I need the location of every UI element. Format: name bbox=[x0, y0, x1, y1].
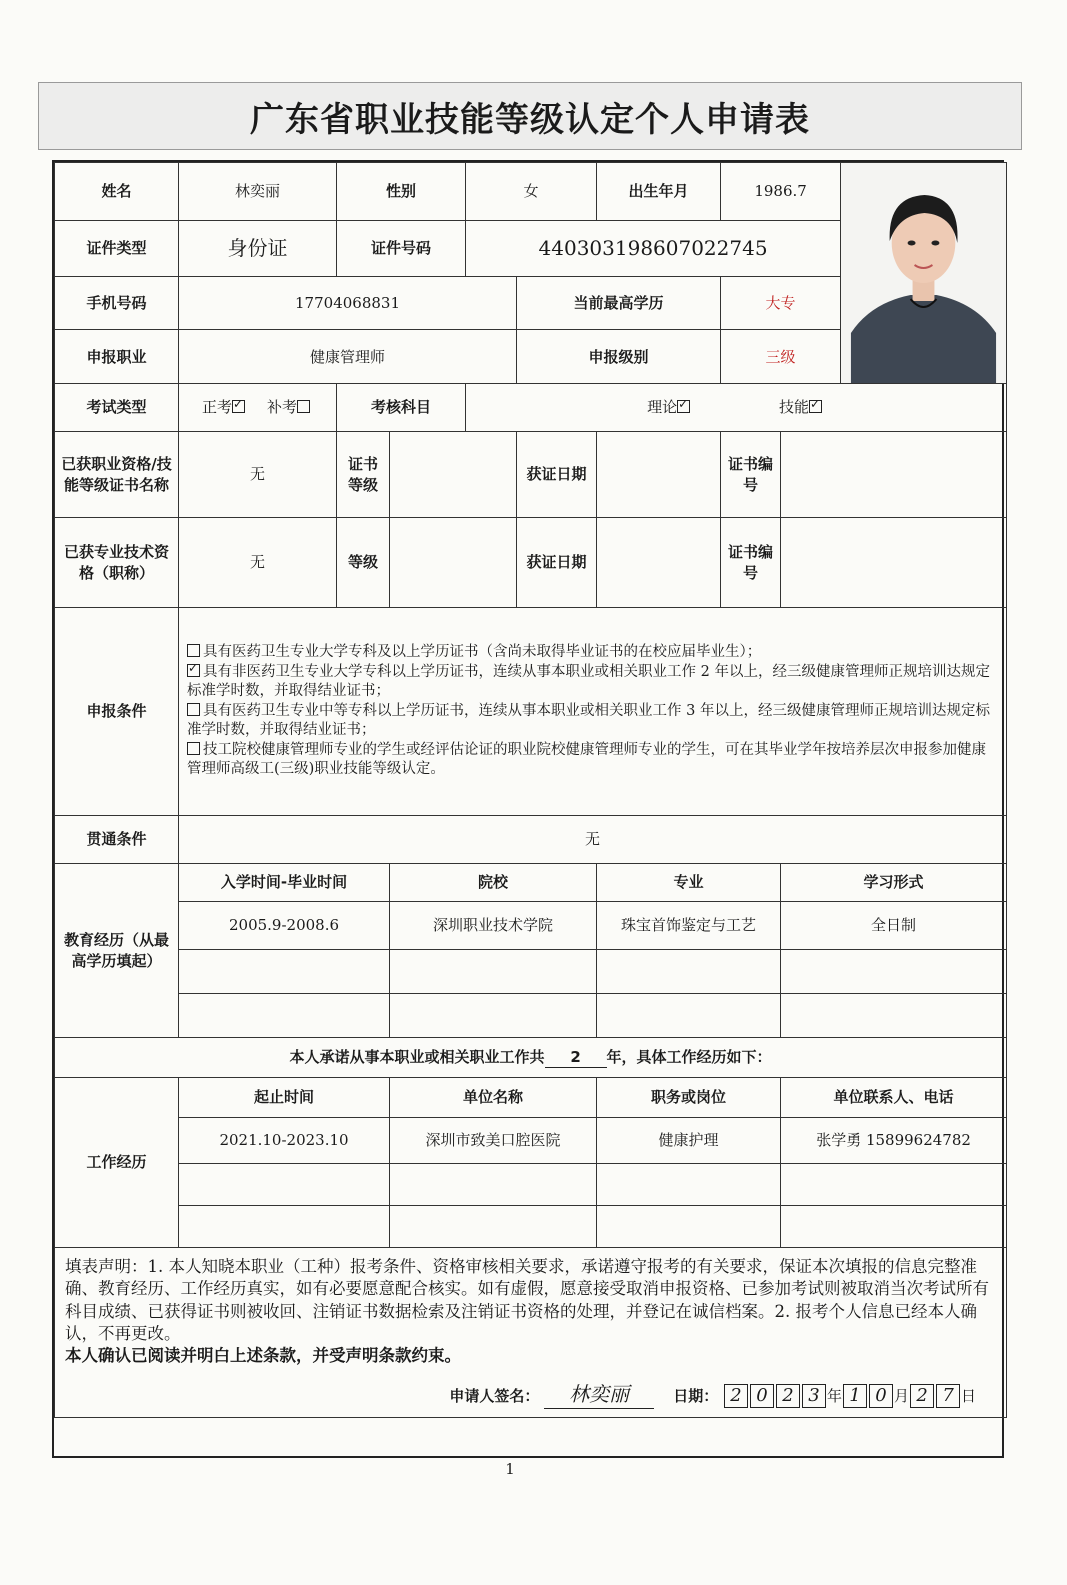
applicant-signature: 林奕丽 bbox=[544, 1381, 654, 1409]
condition-4-text: 技工院校健康管理师专业的学生或经评估论证的职业院校健康管理师专业的学生，可在其毕业学年按培养层次申报参加健康管理师高级工(三级)职业技能等级认定。 bbox=[187, 741, 986, 778]
condition-item bbox=[187, 663, 998, 702]
skill-label: 技能 bbox=[778, 398, 809, 417]
through-label: 贯通条件 bbox=[55, 816, 179, 864]
cert-no-label: 证书编号 bbox=[721, 432, 781, 518]
application-form bbox=[52, 160, 1004, 1458]
condition-3-checkbox[interactable] bbox=[187, 703, 200, 716]
table-row bbox=[55, 1206, 1007, 1248]
title-bar bbox=[38, 82, 1022, 150]
skill-checkbox[interactable] bbox=[809, 400, 822, 413]
work-commit-suffix: 年，具体工作经历如下： bbox=[606, 1047, 772, 1066]
id-type-label: 证件类型 bbox=[55, 220, 179, 276]
form-table bbox=[54, 162, 1007, 1418]
edu-school bbox=[390, 950, 597, 994]
theory-label: 理论 bbox=[647, 398, 678, 417]
work-header-position: 职务或岗位 bbox=[597, 1078, 781, 1118]
work-header-contact: 单位联系人、电话 bbox=[781, 1078, 1007, 1118]
condition-1-checkbox[interactable] bbox=[187, 644, 200, 657]
work-history-label: 工作经历 bbox=[55, 1078, 179, 1248]
edu-header-major: 专业 bbox=[597, 864, 781, 902]
cert-level-label: 证书等级 bbox=[337, 432, 390, 518]
edu-period: 2005.9-2008.6 bbox=[179, 902, 390, 950]
pro-title-label: 已获专业技术资格（职称） bbox=[55, 518, 179, 608]
condition-2-checkbox[interactable] bbox=[187, 664, 200, 677]
grade-value bbox=[390, 518, 517, 608]
retake-exam-checkbox[interactable] bbox=[297, 400, 310, 413]
edu-school bbox=[390, 994, 597, 1038]
day-unit: 日 bbox=[961, 1387, 977, 1406]
date-digit: 2 bbox=[724, 1384, 748, 1408]
photo-cell bbox=[841, 163, 1007, 384]
applicant-photo bbox=[841, 163, 1006, 383]
conditions-list bbox=[179, 608, 1007, 816]
work-contact bbox=[781, 1164, 1007, 1206]
table-row bbox=[55, 994, 1007, 1038]
condition-2-text: 具有非医药卫生专业大学专科以上学历证书，连续从事本职业或相关职业工作 2 年以上，经三级健康管理师正规培训达规定标准学时数，并取得结业证书； bbox=[187, 663, 990, 700]
edu-header-school: 院校 bbox=[390, 864, 597, 902]
date-digit: 2 bbox=[910, 1384, 934, 1408]
date-digit: 0 bbox=[750, 1384, 774, 1408]
work-unit bbox=[390, 1164, 597, 1206]
edu-period bbox=[179, 950, 390, 994]
table-row bbox=[55, 1164, 1007, 1206]
subjects-label: 考核科目 bbox=[337, 384, 466, 432]
date-digit: 0 bbox=[869, 1384, 893, 1408]
cert-no2-value bbox=[781, 518, 1007, 608]
work-contact: 张学勇 15899624782 bbox=[781, 1118, 1007, 1164]
education-value: 大专 bbox=[721, 276, 841, 330]
regular-exam-checkbox[interactable] bbox=[232, 400, 245, 413]
year-unit: 年 bbox=[827, 1387, 843, 1406]
edu-header-mode: 学习形式 bbox=[781, 864, 1007, 902]
work-commit-prefix: 本人承诺从事本职业或相关职业工作共 bbox=[289, 1047, 545, 1066]
occupation-value: 健康管理师 bbox=[179, 330, 517, 384]
edu-major bbox=[597, 994, 781, 1038]
name-value: 林奕丽 bbox=[179, 163, 337, 221]
edu-header-period: 入学时间-毕业时间 bbox=[179, 864, 390, 902]
through-value: 无 bbox=[179, 816, 1007, 864]
edu-school: 深圳职业技术学院 bbox=[390, 902, 597, 950]
work-position bbox=[597, 1206, 781, 1248]
id-no-label: 证件号码 bbox=[337, 220, 466, 276]
gender-value: 女 bbox=[466, 163, 597, 221]
conditions-label: 申报条件 bbox=[55, 608, 179, 816]
phone-label: 手机号码 bbox=[55, 276, 179, 330]
date-digit: 3 bbox=[802, 1384, 826, 1408]
date-digit: 7 bbox=[936, 1384, 960, 1408]
form-title: 广东省职业技能等级认定个人申请表 bbox=[250, 99, 810, 140]
table-row bbox=[55, 1118, 1007, 1164]
edu-major bbox=[597, 950, 781, 994]
edu-history-label: 教育经历（从最高学历填起） bbox=[55, 864, 179, 1038]
edu-mode: 全日制 bbox=[781, 902, 1007, 950]
signature-label: 申请人签名： bbox=[449, 1387, 540, 1406]
level-value: 三级 bbox=[721, 330, 841, 384]
cert-no-value bbox=[781, 432, 1007, 518]
table-row bbox=[55, 902, 1007, 950]
phone-value: 17704068831 bbox=[179, 276, 517, 330]
exam-type-label: 考试类型 bbox=[55, 384, 179, 432]
pro-title-value: 无 bbox=[179, 518, 337, 608]
regular-exam-label: 正考 bbox=[201, 398, 232, 417]
date-label: 日期： bbox=[673, 1387, 719, 1406]
work-unit: 深圳市致美口腔医院 bbox=[390, 1118, 597, 1164]
condition-item bbox=[187, 741, 998, 780]
work-period bbox=[179, 1206, 390, 1248]
declaration-text: 填表声明：1. 本人知晓本职业（工种）报考条件、资格审核相关要求，承诺遵守报考的有关要求，保证本次填报的信息完整准确、教育经历、工作经历真实，如有必要愿意配合核实。如有虚假，愿意接受取消申报资格、已参加考试则被取消当次考试所有科目成绩、已获得证书则被收回、注销证书数据检索及注销证书资格的处理，并登记在诚信档案。2. 报考个人信息已经本人确认，不再更改。 bbox=[65, 1257, 989, 1343]
work-position: 健康护理 bbox=[597, 1118, 781, 1164]
condition-item bbox=[187, 643, 998, 663]
month-unit: 月 bbox=[894, 1387, 910, 1406]
subjects-options bbox=[466, 384, 1007, 432]
work-period bbox=[179, 1164, 390, 1206]
page-number: 1 bbox=[505, 1460, 515, 1478]
work-contact bbox=[781, 1206, 1007, 1248]
work-years: 2 bbox=[545, 1047, 607, 1068]
grade-label: 等级 bbox=[337, 518, 390, 608]
edu-major: 珠宝首饰鉴定与工艺 bbox=[597, 902, 781, 950]
theory-checkbox[interactable] bbox=[677, 400, 690, 413]
condition-3-text: 具有医药卫生专业中等专科以上学历证书，连续从事本职业或相关职业工作 3 年以上，经三级健康管理师正规培训达规定标准学时数，并取得结业证书； bbox=[187, 702, 990, 739]
obtain-date2-label: 获证日期 bbox=[517, 518, 597, 608]
date-digit: 2 bbox=[776, 1384, 800, 1408]
work-unit bbox=[390, 1206, 597, 1248]
obtain-date-label: 获证日期 bbox=[517, 432, 597, 518]
confirmation-text: 本人确认已阅读并明白上述条款，并受声明条款约束。 bbox=[65, 1346, 461, 1366]
declaration bbox=[55, 1248, 1007, 1376]
condition-4-checkbox[interactable] bbox=[187, 742, 200, 755]
date-digit: 1 bbox=[843, 1384, 867, 1408]
birth-label: 出生年月 bbox=[597, 163, 721, 221]
signature-row bbox=[55, 1375, 1007, 1417]
exam-type-options bbox=[179, 384, 337, 432]
condition-1-text: 具有医药卫生专业大学专科及以上学历证书（含尚未取得毕业证书的在校应届毕业生）； bbox=[203, 644, 762, 661]
cert-level-value bbox=[390, 432, 517, 518]
work-period: 2021.10-2023.10 bbox=[179, 1118, 390, 1164]
id-no-value: 440303198607022745 bbox=[466, 220, 841, 276]
edu-mode bbox=[781, 994, 1007, 1038]
edu-mode bbox=[781, 950, 1007, 994]
level-label: 申报级别 bbox=[517, 330, 721, 384]
work-header-period: 起止时间 bbox=[179, 1078, 390, 1118]
birth-value: 1986.7 bbox=[721, 163, 841, 221]
table-row bbox=[55, 950, 1007, 994]
obtain-date2-value bbox=[597, 518, 721, 608]
work-header-unit: 单位名称 bbox=[390, 1078, 597, 1118]
retake-exam-label: 补考 bbox=[267, 398, 298, 417]
work-position bbox=[597, 1164, 781, 1206]
occupation-label: 申报职业 bbox=[55, 330, 179, 384]
cert-no2-label: 证书编号 bbox=[721, 518, 781, 608]
education-label: 当前最高学历 bbox=[517, 276, 721, 330]
condition-item bbox=[187, 702, 998, 741]
edu-period bbox=[179, 994, 390, 1038]
work-commitment bbox=[55, 1038, 1007, 1078]
obtain-date-value bbox=[597, 432, 721, 518]
qual-cert-label: 已获职业资格/技能等级证书名称 bbox=[55, 432, 179, 518]
name-label: 姓名 bbox=[55, 163, 179, 221]
qual-cert-value: 无 bbox=[179, 432, 337, 518]
id-type-value: 身份证 bbox=[179, 220, 337, 276]
gender-label: 性别 bbox=[337, 163, 466, 221]
